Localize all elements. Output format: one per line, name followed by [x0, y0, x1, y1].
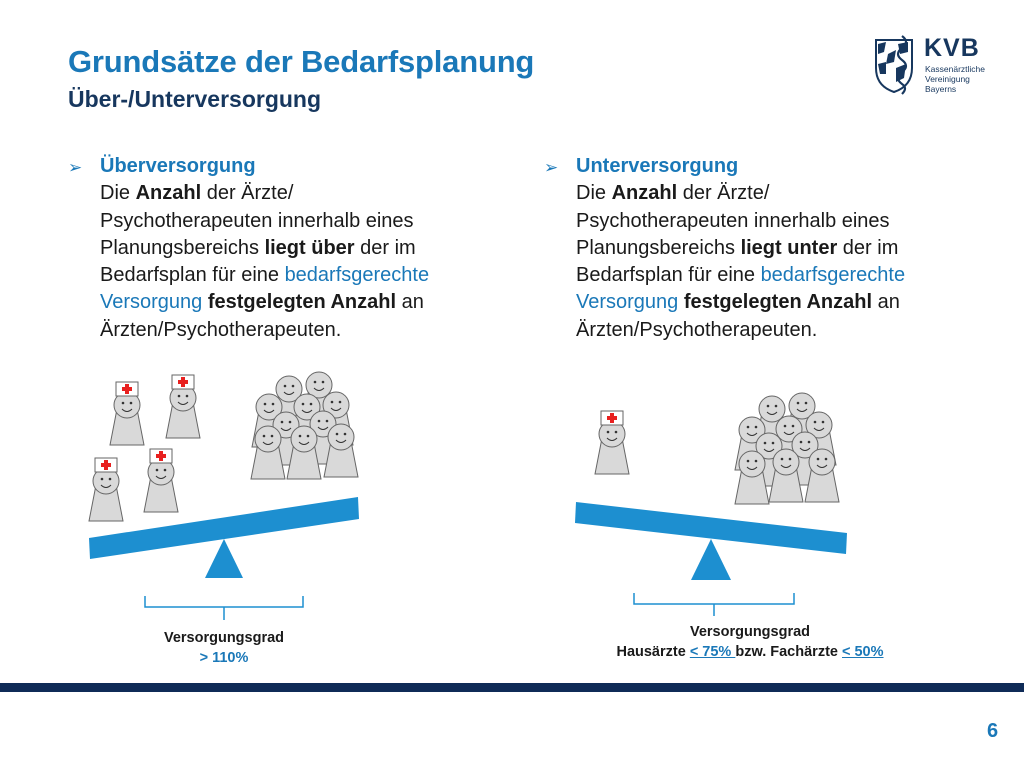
unterversorgung-heading: Unterversorgung	[576, 155, 739, 177]
text-bold: festgelegten Anzahl	[678, 291, 873, 314]
text-bold: Anzahl	[611, 182, 678, 205]
text-blue: bedarfsgerechte	[760, 264, 906, 287]
logo-line-3: Bayerns	[925, 84, 957, 94]
text: Bedarfsplan für eine	[100, 264, 285, 287]
text-blue: Versorgung	[576, 291, 679, 314]
caption-right-label: Versorgungsgrad	[689, 624, 811, 640]
caption-left	[124, 628, 324, 668]
doctor-figure	[166, 375, 200, 438]
text: Bedarfsplan für eine	[576, 264, 761, 287]
caption-right	[560, 622, 940, 662]
patient-figure	[287, 426, 321, 479]
page-number: 6	[987, 720, 999, 742]
text: der Ärzte/	[677, 182, 770, 205]
text-blue: bedarfsgerechte	[284, 264, 430, 287]
doctor-figure	[89, 458, 123, 521]
text-bold: liegt unter	[740, 236, 838, 259]
patient-figure	[769, 449, 803, 502]
caption-left-label: Versorgungsgrad	[163, 630, 285, 646]
patient-figure	[805, 449, 839, 502]
logo-kvb-text: KVB	[924, 34, 980, 62]
text: der Ärzte/	[201, 182, 294, 205]
text: der im	[837, 236, 899, 259]
text: Die	[100, 182, 136, 205]
caption-left-value: > 110%	[199, 650, 249, 666]
text: an	[396, 291, 424, 314]
text-bold: Anzahl	[135, 182, 202, 205]
caption-hausaerzte-value: < 75%	[689, 644, 736, 660]
bullet-arrow-icon: ➢	[544, 158, 559, 177]
bullet-arrow-icon: ➢	[68, 158, 83, 177]
text: Psychotherapeuten innerhalb eines	[100, 209, 414, 232]
text: der im	[354, 236, 416, 259]
seesaw-fulcrum-right	[691, 539, 731, 580]
patient-figure	[735, 451, 769, 504]
logo-line-2: Vereinigung	[925, 74, 970, 84]
seesaw-fulcrum-left	[205, 539, 243, 578]
footer-bar	[0, 683, 1024, 692]
text-bold: festgelegten Anzahl	[202, 291, 397, 314]
text: Ärzten/Psychotherapeuten.	[576, 318, 818, 341]
patient-figure	[251, 426, 285, 479]
text: an	[872, 291, 900, 314]
doctor-figure	[144, 449, 178, 512]
page-subtitle: Über-/Unterversorgung	[68, 86, 322, 112]
patient-figure	[324, 424, 358, 477]
caption-hausaerzte: Hausärzte	[616, 644, 690, 660]
text-bold: liegt über	[264, 236, 355, 259]
text: Planungsbereichs	[100, 236, 265, 259]
text: Ärzten/Psychotherapeuten.	[100, 318, 342, 341]
doctor-figure	[110, 382, 144, 445]
bracket-right	[634, 593, 794, 616]
text-blue: Versorgung	[100, 291, 203, 314]
doctor-figure	[595, 411, 629, 474]
overversorgung-heading: Überversorgung	[100, 155, 256, 177]
caption-mid: bzw. Fachärzte	[735, 644, 842, 660]
caption-fachaerzte-value: < 50%	[842, 644, 884, 660]
page-title: Grundsätze der Bedarfsplanung	[68, 44, 535, 79]
text: Die	[576, 182, 612, 205]
logo-line-1: Kassenärztliche	[925, 64, 986, 74]
bracket-left	[145, 596, 303, 620]
text: Psychotherapeuten innerhalb eines	[576, 209, 890, 232]
text: Planungsbereichs	[576, 236, 741, 259]
